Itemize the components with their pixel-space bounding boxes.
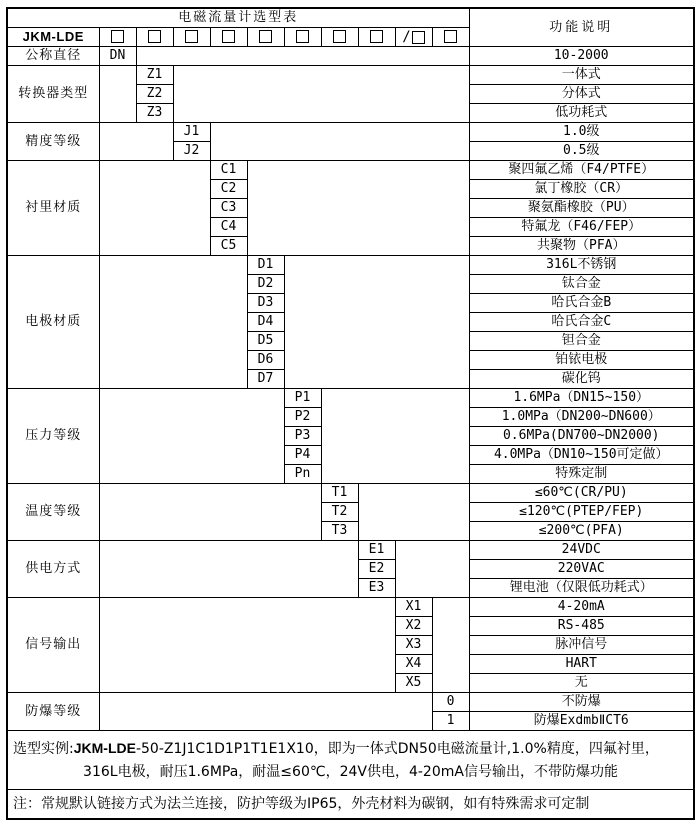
desc-cell: ≤60℃(CR/PU) [469,484,694,503]
code-box-3[interactable] [173,28,210,47]
footnote: 注：常规默认链接方式为法兰连接，防护等级为IP65，外壳材料为碳钢，如有特殊需求可定制 [7,790,694,820]
code-cell: X3 [395,636,432,655]
checkbox-icon[interactable] [111,30,124,43]
empty-cell [395,541,469,598]
desc-cell: 钛合金 [469,275,694,294]
section-label-pressure: 压力等级 [7,389,99,484]
section-label-lining: 衬里材质 [7,161,99,256]
code-cell: D2 [247,275,284,294]
section-label-electrode: 电极材质 [7,256,99,389]
code-cell: X5 [395,674,432,693]
example-model-code: JKM-LDE [73,740,136,757]
section-label-diameter: 公称直径 [7,47,99,66]
section-label-explosion: 防爆等级 [7,693,99,731]
desc-cell: ≤200℃(PFA) [469,522,694,541]
code-cell: C5 [210,237,247,256]
code-cell: C3 [210,199,247,218]
code-cell: E1 [358,541,395,560]
empty-cell [99,123,173,161]
desc-cell: 24VDC [469,541,694,560]
code-box-9[interactable] [395,28,432,47]
section-label-accuracy: 精度等级 [7,123,99,161]
desc-cell: 1.6MPa（DN15~150） [469,389,694,408]
desc-cell: 哈氏合金B [469,294,694,313]
checkbox-icon[interactable] [333,30,346,43]
code-box-8[interactable] [358,28,395,47]
code-cell: T3 [321,522,358,541]
example-line-2: 316L电极，耐压1.6MPa，耐温≤60℃，24V供电，4-20mA信号输出，不带防爆功能 [83,763,618,780]
empty-cell [99,161,210,256]
desc-cell: 1.0级 [469,123,694,142]
desc-cell: 0.6MPa(DN700~DN2000) [469,427,694,446]
code-cell: C2 [210,180,247,199]
desc-cell: RS-485 [469,617,694,636]
empty-cell [99,256,247,389]
desc-cell: 碳化钨 [469,370,694,389]
code-cell: 0 [432,693,469,712]
empty-cell [99,693,432,731]
desc-cell: 特殊定制 [469,465,694,484]
code-cell: Pn [284,465,321,484]
desc-cell: 特氟龙（F46/FEP） [469,218,694,237]
desc-cell: 聚氨酯橡胶（PU） [469,199,694,218]
model-code: JKM-LDE [7,28,99,47]
desc-cell: 锂电池（仅限低功耗式） [469,579,694,598]
checkbox-icon[interactable] [222,30,235,43]
code-cell: D7 [247,370,284,389]
checkbox-icon[interactable] [259,30,272,43]
code-cell: D4 [247,313,284,332]
code-cell: J1 [173,123,210,142]
desc-cell: 220VAC [469,560,694,579]
code-box-2[interactable] [136,28,173,47]
empty-cell [136,47,469,66]
code-cell: E3 [358,579,395,598]
empty-cell [358,484,469,541]
checkbox-icon[interactable] [148,30,161,43]
empty-cell [432,598,469,693]
section-label-converter: 转换器类型 [7,66,99,123]
code-cell: P2 [284,408,321,427]
code-box-6[interactable] [284,28,321,47]
code-box-5[interactable] [247,28,284,47]
code-cell: D5 [247,332,284,351]
empty-cell [284,256,469,389]
code-cell: Z1 [136,66,173,85]
checkbox-icon[interactable] [412,31,425,44]
code-cell: C4 [210,218,247,237]
code-cell: C1 [210,161,247,180]
empty-cell [99,389,284,484]
desc-cell: 4-20mA [469,598,694,617]
checkbox-icon[interactable] [444,30,457,43]
desc-cell: 脉冲信号 [469,636,694,655]
section-label-power: 供电方式 [7,541,99,598]
page-title: 电磁流量计选型表 [7,8,469,28]
desc-cell: 聚四氟乙烯（F4/PTFE） [469,161,694,180]
selection-example [7,731,694,790]
code-cell: X4 [395,655,432,674]
code-cell: D1 [247,256,284,275]
desc-cell: HART [469,655,694,674]
section-label-signal: 信号输出 [7,598,99,693]
desc-cell: 铂铱电极 [469,351,694,370]
desc-cell: 钽合金 [469,332,694,351]
example-prefix: 选型实例: [13,741,74,758]
empty-cell [173,66,469,123]
empty-cell [321,389,469,484]
example-line-1 [13,737,688,760]
code-cell: Z2 [136,85,173,104]
section-label-temperature: 温度等级 [7,484,99,541]
desc-cell: 无 [469,674,694,693]
desc-cell: 哈氏合金C [469,313,694,332]
desc-cell: 10-2000 [469,47,694,66]
desc-cell: 1.0MPa（DN200~DN600） [469,408,694,427]
empty-cell [99,598,395,693]
empty-cell [99,484,321,541]
desc-cell: 4.0MPa（DN10~150可定做） [469,446,694,465]
desc-cell: ≤120℃(PTEP/FEP) [469,503,694,522]
code-cell: D3 [247,294,284,313]
code-cell: 1 [432,712,469,731]
code-cell: X2 [395,617,432,636]
desc-cell: 防爆ExdmbⅡCT6 [469,712,694,731]
function-column-header: 功能说明 [469,8,694,47]
selection-table [6,7,695,820]
example-line1-rest: -50-Z1J1C1D1P1T1E1X10，即为一体式DN50电磁流量计,1.0%精度，四氟衬里， [135,741,659,758]
code-cell: T1 [321,484,358,503]
empty-cell [99,66,136,123]
desc-cell: 0.5级 [469,142,694,161]
empty-cell [99,541,358,598]
desc-cell: 一体式 [469,66,694,85]
code-cell: P3 [284,427,321,446]
code-cell: J2 [173,142,210,161]
code-cell: E2 [358,560,395,579]
code-cell: Z3 [136,104,173,123]
checkbox-icon[interactable] [185,30,198,43]
code-box-10[interactable] [432,28,469,47]
desc-cell: 不防爆 [469,693,694,712]
code-box-1[interactable] [99,28,136,47]
empty-cell [247,161,469,256]
code-cell: DN [99,47,136,66]
desc-cell: 氯丁橡胶（CR） [469,180,694,199]
desc-cell: 316L不锈钢 [469,256,694,275]
empty-cell [210,123,469,161]
code-cell: T2 [321,503,358,522]
checkbox-icon[interactable] [296,30,309,43]
code-cell: P1 [284,389,321,408]
desc-cell: 分体式 [469,85,694,104]
desc-cell: 低功耗式 [469,104,694,123]
slash-separator: / [402,28,411,45]
code-box-7[interactable] [321,28,358,47]
code-box-4[interactable] [210,28,247,47]
desc-cell: 共聚物（PFA） [469,237,694,256]
code-cell: P4 [284,446,321,465]
code-cell: D6 [247,351,284,370]
checkbox-icon[interactable] [370,30,383,43]
code-cell: X1 [395,598,432,617]
